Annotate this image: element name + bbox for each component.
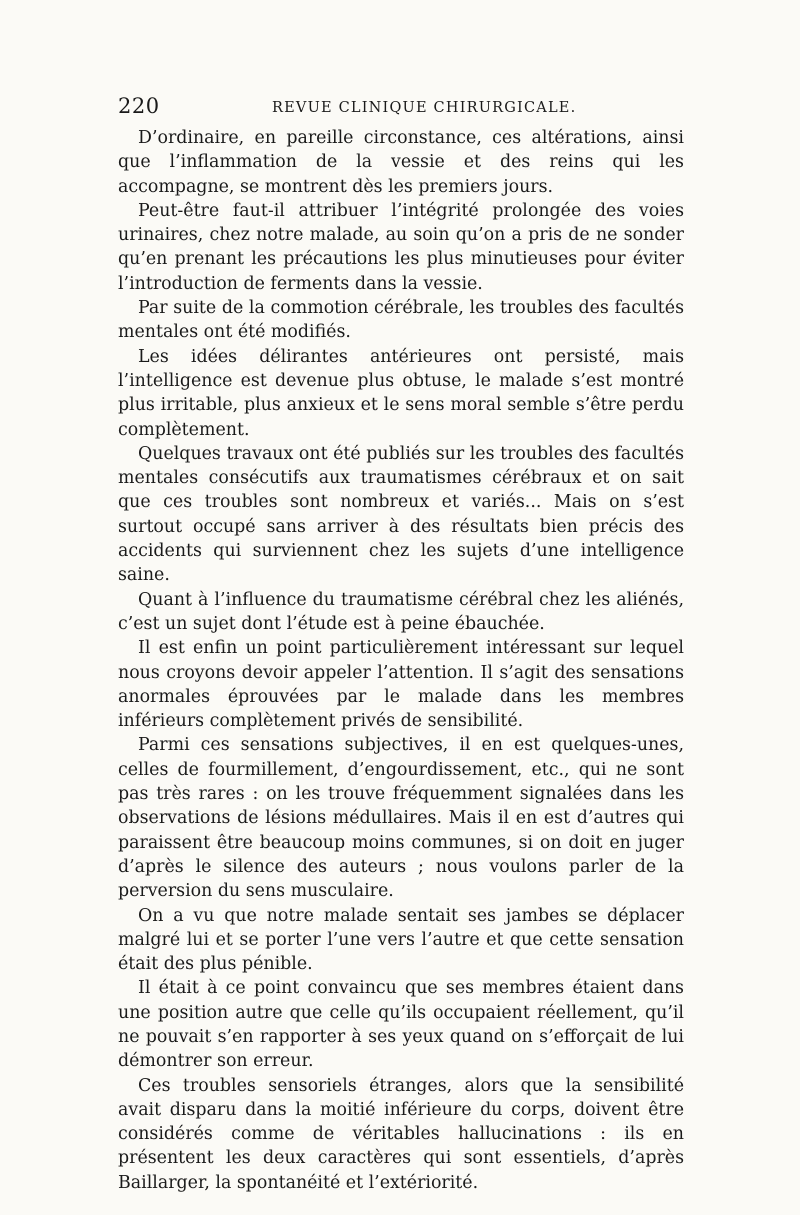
paragraph-10: Il était à ce point convaincu que ses membres étaient dans une position autre que celle qu’ils occupaient réellement, qu’il ne pouvait s’en rapporter à ses yeux quand on s’efforçait de lui démontrer son erreur. bbox=[118, 978, 684, 1072]
paragraph-3: Par suite de la commotion cérébrale, les troubles des facultés mentales ont été modifiés. bbox=[118, 298, 684, 343]
page-body bbox=[118, 126, 684, 1195]
paragraph-1: D’ordinaire, en pareille circonstance, ces altérations, ainsi que l’inflammation de la vessie et des reins qui les accompagne, se montrent dès les premiers jours. bbox=[118, 128, 684, 197]
paragraph-4: Les idées délirantes antérieures ont persisté, mais l’intelligence est devenue plus obtuse, le malade s’est montré plus irritable, plus anxieux et le sens moral semble s’être perdu complètement. bbox=[118, 346, 684, 440]
paragraph-5: Quelques travaux ont été publiés sur les troubles des facultés mentales consécutifs aux traumatismes cérébraux et on sait que ces troubles sont nombreux et variés... Mais on s’est surtout occupé sans arriver à des résultats bien précis des accidents qui surviennent chez les sujets d’une intelligence saine. bbox=[118, 443, 684, 586]
paragraph-6: Quant à l’influence du traumatisme cérébral chez les aliénés, c’est un sujet dont l’étude est à peine ébauchée. bbox=[118, 589, 684, 634]
paragraph-7: Il est enfin un point particulièrement intéressant sur lequel nous croyons devoir appeler l’attention. Il s’agit des sensations anormales éprouvées par le malade dans les membres inférieurs complètement privés de sensibilité. bbox=[118, 638, 684, 732]
paragraph-9: On a vu que notre malade sentait ses jambes se déplacer malgré lui et se porter l’une vers l’autre et que cette sensation était des plus pénible. bbox=[118, 905, 684, 975]
paragraph-11: Ces troubles sensoriels étranges, alors que la sensibilité avait disparu dans la moitié inférieure du corps, doivent être considérés comme de véritables hallucinations : ils en présentent les deux caractères qui sont essentiels, d’après Baillarger, la spontanéité et l’extériorité. bbox=[118, 1075, 684, 1193]
running-head: REVUE CLINIQUE CHIRURGICALE. bbox=[272, 100, 577, 116]
paragraph-2: Peut-être faut-il attribuer l’intégrité prolongée des voies urinaires, chez notre malade, au soin qu’on a pris de ne sonder qu’en prenant les précautions les plus minutieuses pour éviter l’introduction de ferments dans la vessie. bbox=[118, 200, 684, 294]
page-number: 220 bbox=[118, 94, 160, 118]
paragraph-8: Parmi ces sensations subjectives, il en est quelques-unes, celles de fourmillement, d’engourdissement, etc., qui ne sont pas très rares : on les trouve fréquemment signalées dans les observations de lésions médullaires. Mais il en est d’autres qui paraissent être beaucoup moins communes, si on doit en juger d’après le silence des auteurs ; nous voulons parler de la perversion du sens musculaire. bbox=[118, 735, 684, 902]
page-header bbox=[118, 94, 684, 126]
